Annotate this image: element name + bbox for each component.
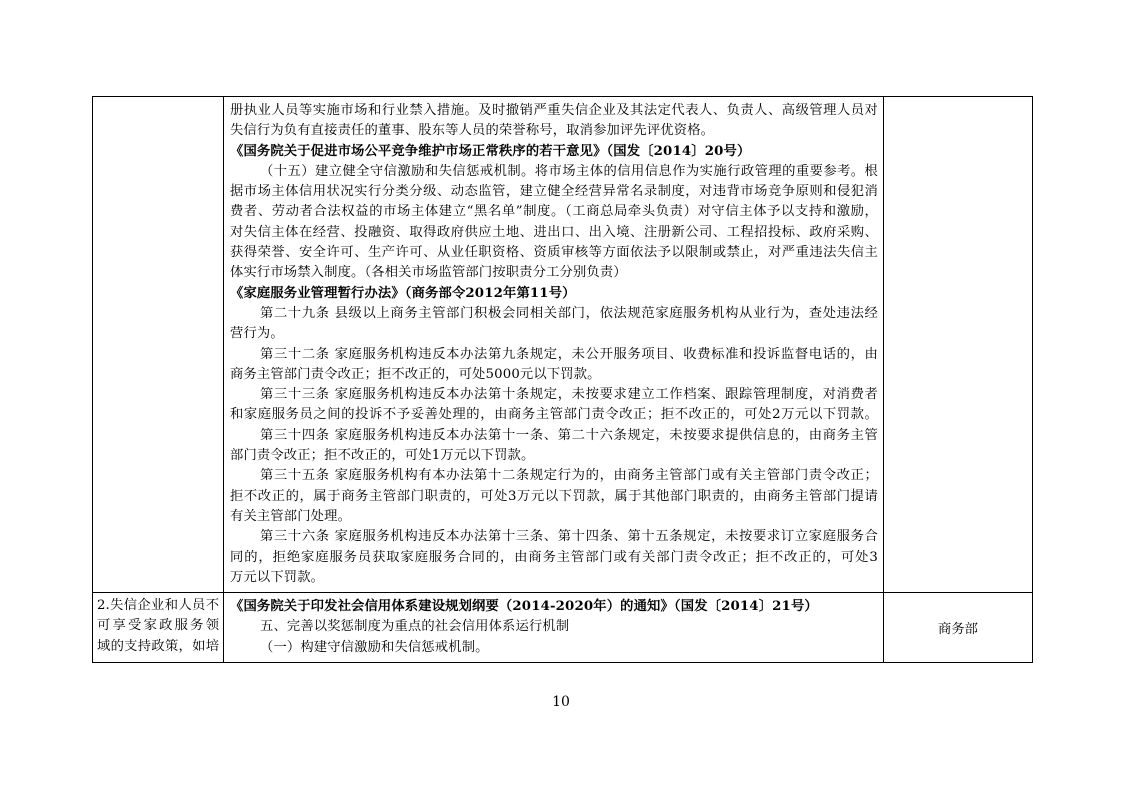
text-line: 万元以下罚款。 <box>230 569 325 585</box>
page-number: 10 <box>552 694 570 710</box>
text-line: 第三十三条 家庭服务机构违反本办法第十条规定，未按要求建立工作档案、跟踪管理制度，对消费者 <box>260 387 878 403</box>
text-line: （一）构建守信激励和失信惩戒机制。 <box>260 639 489 655</box>
text-line: 第三十四条 家庭服务机构违反本办法第十一条、第二十六条规定，未按要求提供信息的，由商务主管 <box>260 427 878 443</box>
text-line: 营行为。 <box>230 326 284 342</box>
text-line: 五、完善以奖惩制度为重点的社会信用体系运行机制 <box>260 619 570 635</box>
text-line: 部门责令改正；拒不改正的，可处1万元以下罚款。 <box>230 448 535 464</box>
text-line: 第三十六条 家庭服务机构违反本办法第十三条、第十四条、第十五条规定，未按要求订立家庭服务合 <box>260 529 878 545</box>
item-label-line: 可享受家政服务领 <box>97 618 219 634</box>
table-row <box>93 593 1033 663</box>
table-row <box>93 97 1033 593</box>
text-line: 和家庭服务员之间的投诉不予妥善处理的，由商务主管部门责令改正；拒不改正的，可处2万元以下罚款。 <box>230 407 878 423</box>
item-label-line: 2.失信企业和人员不 <box>97 598 219 614</box>
text-line: 第三十五条 家庭服务机构有本办法第十二条规定行为的，由商务主管部门或有关主管部门责令改正； <box>260 468 878 484</box>
text-line: 失信行为负有直接责任的董事、股东等人员的荣誉称号，取消参加评先评优资格。 <box>230 123 715 139</box>
text-line: 册执业人员等实施市场和行业禁入措施。及时撤销严重失信企业及其法定代表人、负责人、高级管理人员对 <box>230 103 878 118</box>
text-line: 拒不改正的，属于商务主管部门职责的，可处3万元以下罚款，属于其他部门职责的，由商务主管部门提请 <box>230 488 878 504</box>
text-line: 商务主管部门责令改正；拒不改正的，可处5000元以下罚款。 <box>230 366 601 382</box>
document-title-line: 《国务院关于促进市场公平竞争维护市场正常秩序的若干意见》（国发〔2014〕20号） <box>230 143 751 159</box>
item-label-line: 域的支持政策，如培 <box>97 638 219 654</box>
row2-content-cell <box>224 593 884 663</box>
document-title-line: 《家庭服务业管理暂行办法》（商务部令2012年第11号） <box>230 285 576 301</box>
text-line: （十五）建立健全守信激励和失信惩戒机制。将市场主体的信用信息作为实施行政管理的重要参考。根 <box>260 163 878 179</box>
row2-department-cell <box>884 593 1033 663</box>
text-line: 获得荣誉、安全许可、生产许可、从业任职资格、资质审核等方面依法予以限制或禁止，对严重违法失信主 <box>230 245 878 261</box>
row2-item-cell <box>93 593 224 663</box>
text-line: 据市场主体信用状况实行分类分级、动态监管，建立健全经营异常名录制度，对违背市场竞争原则和侵犯消 <box>230 184 878 200</box>
text-line: 有关主管部门处理。 <box>230 508 352 524</box>
text-line: 对失信主体在经营、投融资、取得政府供应土地、进出口、出入境、注册新公司、工程招投标、政府采购、 <box>230 224 878 240</box>
row1-right-cell <box>884 97 1033 593</box>
text-line: 第三十二条 家庭服务机构违反本办法第九条规定，未公开服务项目、收费标准和投诉监督电话的，由 <box>260 346 878 362</box>
document-title-line: 《国务院关于印发社会信用体系建设规划纲要（2014-2020年）的通知》（国发〔2014〕21号） <box>230 599 818 615</box>
row1-content-cell <box>224 97 884 593</box>
department-label: 商务部 <box>938 622 978 638</box>
text-line: 同的，拒绝家庭服务员获取家庭服务合同的，由商务主管部门或有关部门责令改正；拒不改正的，可处3 <box>230 549 878 565</box>
document-table <box>92 96 1033 663</box>
text-line: 体实行市场禁入制度。（各相关市场监管部门按职责分工分别负责） <box>230 265 627 281</box>
text-line: 费者、劳动者合法权益的市场主体建立“黑名单”制度。（工商总局牵头负责）对守信主体予以支持和激励， <box>230 204 878 220</box>
text-line: 第二十九条 县级以上商务主管部门积极会同相关部门，依法规范家庭服务机构从业行为，查处违法经 <box>260 305 878 321</box>
row1-left-cell <box>93 97 224 593</box>
